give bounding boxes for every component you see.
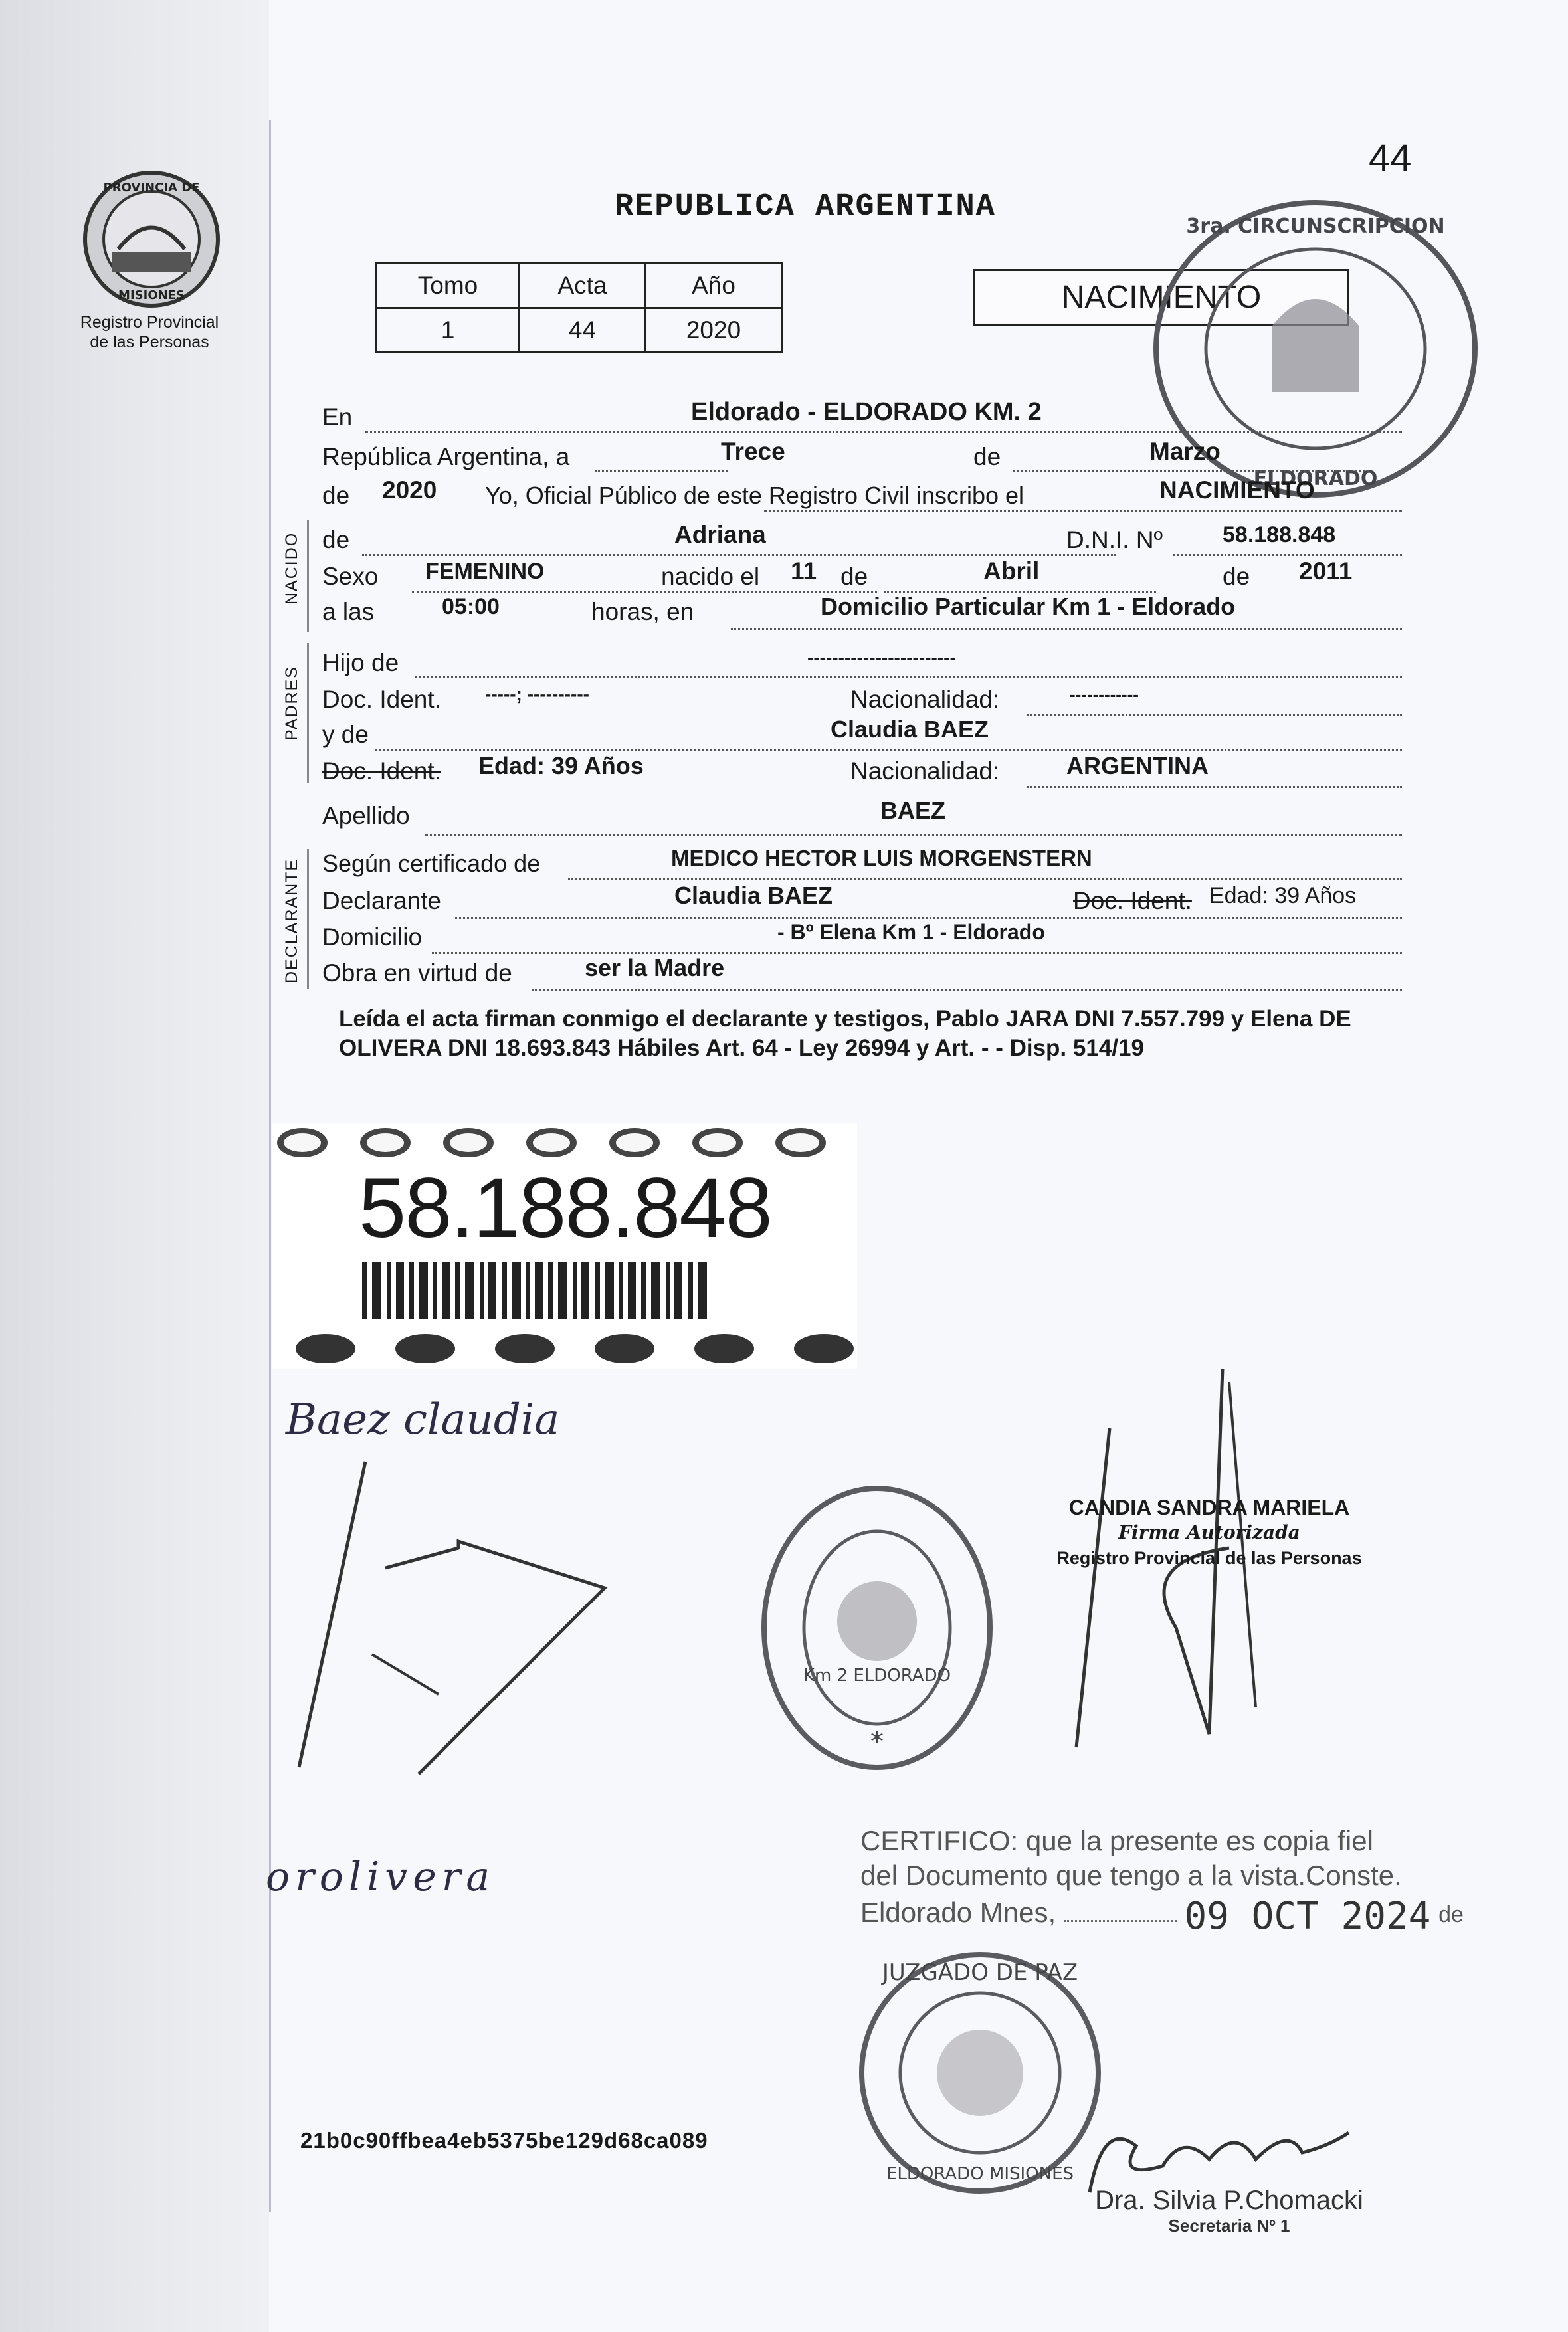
madre-nombre: Claudia BAEZ: [831, 716, 989, 743]
dotted-line: [1064, 1907, 1177, 1922]
svg-text:3ra. CIRCUNSCRIPCION: 3ra. CIRCUNSCRIPCION: [1186, 215, 1445, 238]
declarante-doc: Edad: 39 Años: [1209, 883, 1357, 908]
anio-value: 2020: [646, 308, 782, 353]
section-label-padres: PADRES: [282, 666, 301, 741]
row-nacido-sexo: Sexo FEMENINO nacido el 11 de Abril de 2011: [322, 558, 1402, 595]
dotted-line: [595, 470, 728, 472]
dia-inscripcion: Trece: [721, 438, 785, 465]
nacido-anio: 2011: [1299, 557, 1353, 585]
certificado-medico: MEDICO HECTOR LUIS MORGENSTERN: [671, 846, 1092, 870]
secretary-block: Dra. Silvia P.Chomacki Secretaria Nº 1: [1095, 2186, 1363, 2236]
row-republica: República Argentina, a Trece de Marzo: [322, 438, 1402, 476]
anio-label: Año: [646, 264, 782, 308]
tomo-label: Tomo: [377, 264, 520, 308]
acta-label: Acta: [520, 264, 646, 308]
apellido-valor: BAEZ: [880, 797, 945, 824]
record-type-box: NACIMIENTO: [973, 269, 1349, 326]
row-hijo-de: Hijo de ------------------------: [322, 644, 1402, 682]
nacido-lugar: Domicilio Particular Km 1 - Eldorado: [821, 593, 1236, 620]
row-declarante: Declarante Claudia BAEZ Doc. Ident. Edad: 39 Años: [322, 882, 1402, 920]
mes-inscripcion: Marzo: [1149, 438, 1221, 465]
dotted-line: [1027, 786, 1402, 788]
signature-baez: Baez claudia: [286, 1395, 560, 1444]
acta-value: 44: [520, 308, 646, 353]
document-title: REPUBLICA ARGENTINA: [615, 189, 996, 225]
dotted-line: [731, 628, 1402, 630]
juzgado-stamp-icon: [854, 1947, 1106, 2199]
row-y-de: y de Claudia BAEZ: [322, 716, 1402, 753]
dotted-line: [532, 989, 1402, 991]
dotted-line: [432, 952, 1402, 954]
province-seal-icon: [78, 166, 225, 312]
declarante-nombre: Claudia BAEZ: [674, 882, 833, 909]
section-label-declarante: DECLARANTE: [282, 858, 301, 983]
nacido-hora: 05:00: [442, 594, 500, 619]
document-hash: 21b0c90ffbea4eb5375be129d68ca089: [300, 2128, 708, 2153]
row-domicilio: Domicilio - Bº Elena Km 1 - Eldorado: [322, 919, 1402, 956]
section-bracket: [307, 520, 309, 632]
tomo-value: 1: [377, 308, 520, 353]
svg-text:MISIONES: MISIONES: [118, 288, 185, 302]
svg-text:ELDORADO: ELDORADO: [1253, 467, 1378, 490]
page-number: 44: [1369, 137, 1412, 180]
certification-block: CERTIFICO: que la presente es copia fiel del Documento que tengo a la vista.Conste. Eldorado Mnes, 09 OCT 2024 de: [860, 1825, 1464, 1938]
svg-text:ELDORADO MISIONES: ELDORADO MISIONES: [886, 2164, 1074, 2184]
svg-text:PROVINCIA DE: PROVINCIA DE: [103, 181, 200, 195]
nacido-dia: 11: [791, 557, 817, 585]
section-bracket: [307, 643, 309, 783]
row-obra: Obra en virtud de ser la Madre: [322, 955, 1402, 992]
official-stamp-text: CANDIA SANDRA MARIELA Firma Autorizada Registro Provincial de las Personas: [1056, 1496, 1362, 1568]
registry-caption: Registro Provincial de las Personas: [80, 313, 219, 351]
madre-nacionalidad: ARGENTINA: [1066, 752, 1209, 779]
dotted-line: [1173, 554, 1402, 556]
signature-scribble-icon: [286, 1455, 631, 1787]
row-en: En Eldorado - ELDORADO KM. 2: [322, 399, 1402, 436]
declarante-domicilio: - Bº Elena Km 1 - Eldorado: [777, 920, 1045, 944]
anio-inscripcion: 2020: [382, 476, 437, 504]
svg-text:JUZGADO DE PAZ: JUZGADO DE PAZ: [882, 1959, 1078, 1986]
dotted-line: [425, 834, 1402, 836]
tomo-acta-table: [375, 262, 783, 353]
nacido-mes: Abril: [983, 557, 1040, 585]
date-stamp: 09 OCT 2024: [1184, 1895, 1431, 1938]
padre-doc: -----; ----------: [485, 684, 589, 704]
row-nacido-hora: a las 05:00 horas, en Domicilio Particular Km 1 - Eldorado: [322, 593, 1402, 631]
madre-doc: Edad: 39 Años: [478, 752, 644, 779]
row-madre-doc: Doc. Ident. Edad: 39 Años Nacionalidad: ARGENTINA: [322, 753, 1402, 790]
secretary-signature-icon: [1076, 2106, 1355, 2199]
sticker-dni-number: 58.188.848: [359, 1161, 771, 1256]
row-apellido: Apellido BAEZ: [322, 797, 1402, 834]
padre-nacionalidad: ------------: [1070, 684, 1139, 704]
lugar-inscripcion: Eldorado - ELDORADO KM. 2: [691, 398, 1042, 426]
svg-text:Km 2 ELDORADO: Km 2 ELDORADO: [803, 1666, 951, 1686]
padre-nombre: ------------------------: [807, 647, 956, 668]
nacido-sexo: FEMENINO: [425, 559, 545, 584]
tipo-inscripcion: NACIMIENTO: [1159, 476, 1315, 504]
dotted-line: [365, 431, 1402, 433]
section-bracket: [307, 849, 309, 989]
row-anio: de 2020 Yo, Oficial Público de este Registro Civil inscribo el NACIMIENTO: [322, 477, 1402, 514]
signature-olivera: orolivera: [266, 1854, 496, 1900]
nacido-nombre: Adriana: [674, 521, 766, 548]
nacido-dni: 58.188.848: [1223, 522, 1336, 547]
row-nacido-nombre: de Adriana D.N.I. Nº 58.188.848: [322, 522, 1402, 559]
registry-stamp-icon: [757, 1482, 997, 1774]
dotted-line: [764, 510, 1402, 512]
svg-text:*: *: [870, 1727, 884, 1757]
row-padre-doc: Doc. Ident. -----; ---------- Nacionalidad: ------------: [322, 681, 1402, 718]
row-certificado: Según certificado de MEDICO HECTOR LUIS MORGENSTERN: [322, 845, 1402, 882]
reading-statement: Leída el acta firman conmigo el declarante y testigos, Pablo JARA DNI 7.557.799 y Elena DE OLIVERA DNI 18.693.843 Hábiles Art. 64 - Ley 26994 y Art. - - Disp. 514/19: [339, 1006, 1351, 1061]
declarante-obra: ser la Madre: [585, 954, 725, 981]
section-label-nacido: NACIDO: [282, 532, 301, 605]
